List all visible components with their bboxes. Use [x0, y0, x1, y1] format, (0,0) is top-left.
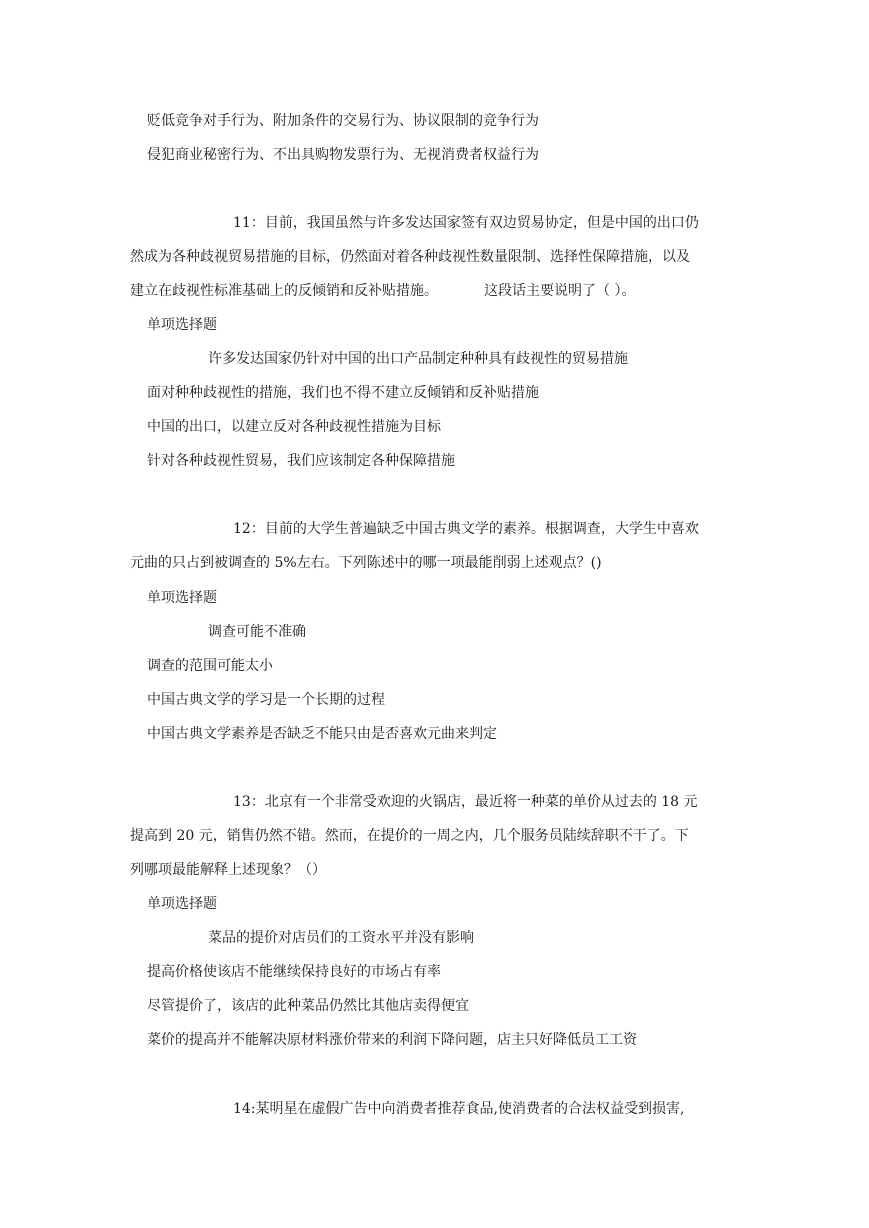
option: 调查的范围可能太小: [147, 658, 273, 674]
option: 侵犯商业秘密行为、不出具购物发票行为、无视消费者权益行为: [147, 147, 539, 163]
option: 菜品的提价对店员们的工资水平并没有影响: [208, 930, 474, 946]
option: 提高价格使该店不能继续保持良好的市场占有率: [147, 964, 441, 980]
question-11-line-2: 然成为各种歧视贸易措施的目标，仍然面对着各种歧视性数量限制、选择性保障措施，以及: [130, 249, 690, 265]
question-type-label: 单项选择题: [147, 590, 217, 606]
question-11-line-3-text: 建立在歧视性标准基础上的反倾销和反补贴措施。: [130, 283, 438, 299]
option: 面对种种歧视性的措施，我们也不得不建立反倾销和反补贴措施: [147, 385, 539, 401]
question-13-line-2: 提高到 20 元，销售仍然不错。然而，在提价的一周之内，几个服务员陆续辞职不干了。下: [130, 828, 689, 844]
question-13-line-3: 列哪项最能解释上述现象？（）: [130, 862, 326, 878]
question-11-prompt: 这段话主要说明了（ ）。: [484, 283, 636, 299]
question-11-line-3: [130, 281, 635, 301]
option: 菜价的提高并不能解决原材料涨价带来的利润下降问题，店主只好降低员工工资: [147, 1032, 637, 1048]
question-13-line-1: 13：北京有一个非常受欢迎的火锅店，最近将一种菜的单价从过去的 18 元: [233, 794, 698, 810]
question-type-label: 单项选择题: [147, 896, 217, 912]
option: 尽管提价了，该店的此种菜品仍然比其他店卖得便宜: [147, 998, 469, 1014]
question-12-line-1: 12：目前的大学生普遍缺乏中国古典文学的素养。根据调查，大学生中喜欢: [233, 521, 699, 537]
question-11-line-1: 11：目前，我国虽然与许多发达国家签有双边贸易协定，但是中国的出口仍: [233, 215, 699, 231]
option: 中国古典文学的学习是一个长期的过程: [147, 692, 385, 708]
option: 许多发达国家仍针对中国的出口产品制定种种具有歧视性的贸易措施: [208, 351, 628, 367]
option: 调查可能不准确: [208, 624, 306, 640]
question-14-line-1: 14:某明星在虚假广告中向消费者推荐食品,使消费者的合法权益受到损害,: [233, 1101, 685, 1117]
question-type-label: 单项选择题: [147, 317, 217, 333]
option: 贬低竞争对手行为、附加条件的交易行为、协议限制的竞争行为: [147, 113, 539, 129]
option: 针对各种歧视性贸易，我们应该制定各种保障措施: [147, 453, 455, 469]
question-12-line-2: 元曲的只占到被调查的 5%左右。下列陈述中的哪一项最能削弱上述观点？(): [130, 555, 602, 571]
option: 中国古典文学素养是否缺乏不能只由是否喜欢元曲来判定: [147, 726, 497, 742]
option: 中国的出口，以建立反对各种歧视性措施为目标: [147, 419, 441, 435]
